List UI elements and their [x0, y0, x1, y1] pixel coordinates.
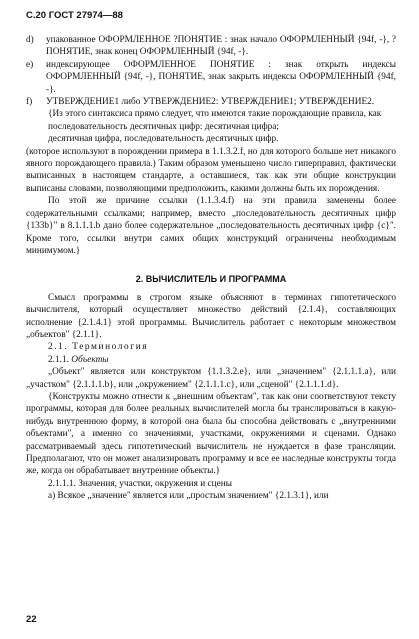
item-marker: f) [26, 97, 33, 108]
note-paragraph: (которое используют в порождении примера в 1.1.3.2.f, но для которого больше нет никакого явного порождающего правила.) Таким образом уменьшено число гиперправил, фактически выписанных в настоящем стандарте, а оставшиеся, так как эти общие конструкции выписаны словами, позволяющими предположить, какими должны быть их порождения. [26, 146, 396, 194]
note-rule-line: десятичная цифра, последовательность десятичных цифр. [48, 134, 279, 145]
subsection-heading-text: 2.1. Терминология [48, 342, 149, 353]
item-text: УТВЕРЖДЕНИЕ1 либо УТВЕРЖДЕНИЕ2: УТВЕРЖДЕНИЕ1; УТВЕРЖДЕНИЕ2. [46, 97, 375, 108]
item-marker: e) [26, 59, 34, 70]
note-rule-line: последовательность десятичных цифр: десятичная цифра; [48, 121, 280, 132]
heading-number: 2.1.1. [48, 354, 69, 365]
body-text [26, 34, 396, 503]
subsubsection-heading: 2.1.1.1. Значения, участки, окружения и сцены [48, 478, 233, 489]
heading-title: Объекты [71, 354, 109, 365]
list-item-f [26, 96, 396, 108]
item-text: индексирующее ОФОРМЛЕННОЕ ПОНЯТИЕ : знак открыть индексы ОФОРМЛЕННЫЙ {94f, -}, ПОНЯТИЕ, знак закрыть индексы ОФОРМЛЕННЫЙ {94f, -}. [46, 59, 396, 95]
paragraph: Смысл программы в строгом языке объясняют в терминах гипотетического вычислителя, который осуществляет множество действий {2.1.4}, составляющих исполнение {2.1.4.1} этой программы. Вычислитель работает с некоторым множеством „объектов" {2.1.1}. [26, 292, 396, 340]
paragraph: {Конструкты можно отнести к „внешним объектам", так как они соответствуют тексту программы, которая для более реальных вычислителей могла бы транслироваться в какую-нибудь внутреннюю форму, в которой она была бы способна действовать с „внутренними объектами", а именно со значениями, участками, окружениями и сценами. Однако рассматриваемый здесь гипотетический вычислитель не нуждается в фазе трансляции. Предполагают, что он может анализировать программу и все ее наследные конструкты тогда же, когда он обрабатывает внутренние объекты.} [26, 391, 396, 477]
subsection-heading [26, 341, 396, 353]
running-header: С.20 ГОСТ 27974—88 [26, 10, 123, 21]
paragraph: „Объект" является или конструктом {1.1.3.2.e}, или „значением" {2.1.1.1.a}, или „участком" {2.1.1.1.b}, или „окружением" {2.1.1.1.c}, или „сценой" {2.1.1.1.d}. [26, 367, 396, 390]
paragraph: а) Всякое „значение" является или „простым значением" {2.1.3.1}, или [48, 491, 329, 502]
subsubsection-heading [26, 354, 396, 366]
note-paragraph: По этой же причине ссылки (1.1.3.4.f) на эти правила заменены более содержательными ссылками; например, вместо „последовательность десятичных цифр {133b}" в 8.1.1.1.b дано более содержательное „последовательность десятичных цифр {c}". Кроме того, ссылки внутри самих общих конструкций ограничены необходимым минимумом.} [26, 196, 396, 256]
list-item-d [26, 34, 396, 59]
list-item-e [26, 59, 396, 96]
page-number: 22 [26, 614, 37, 625]
item-marker: d) [26, 35, 34, 45]
note-paragraph: {Из этого синтаксиса прямо следует, что имеются такие порождающие правила, как [48, 109, 382, 120]
section-title: 2. ВЫЧИСЛИТЕЛЬ И ПРОГРАММА [135, 274, 287, 285]
item-text: упакованное ОФОРМЛЕННОЕ ?ПОНЯТИЕ : знак начало ОФОРМЛЕННЫЙ {94f, -}, ?ПОНЯТИЕ, знак конец ОФОРМЛЕННЫЙ {94f, -}. [46, 35, 396, 58]
